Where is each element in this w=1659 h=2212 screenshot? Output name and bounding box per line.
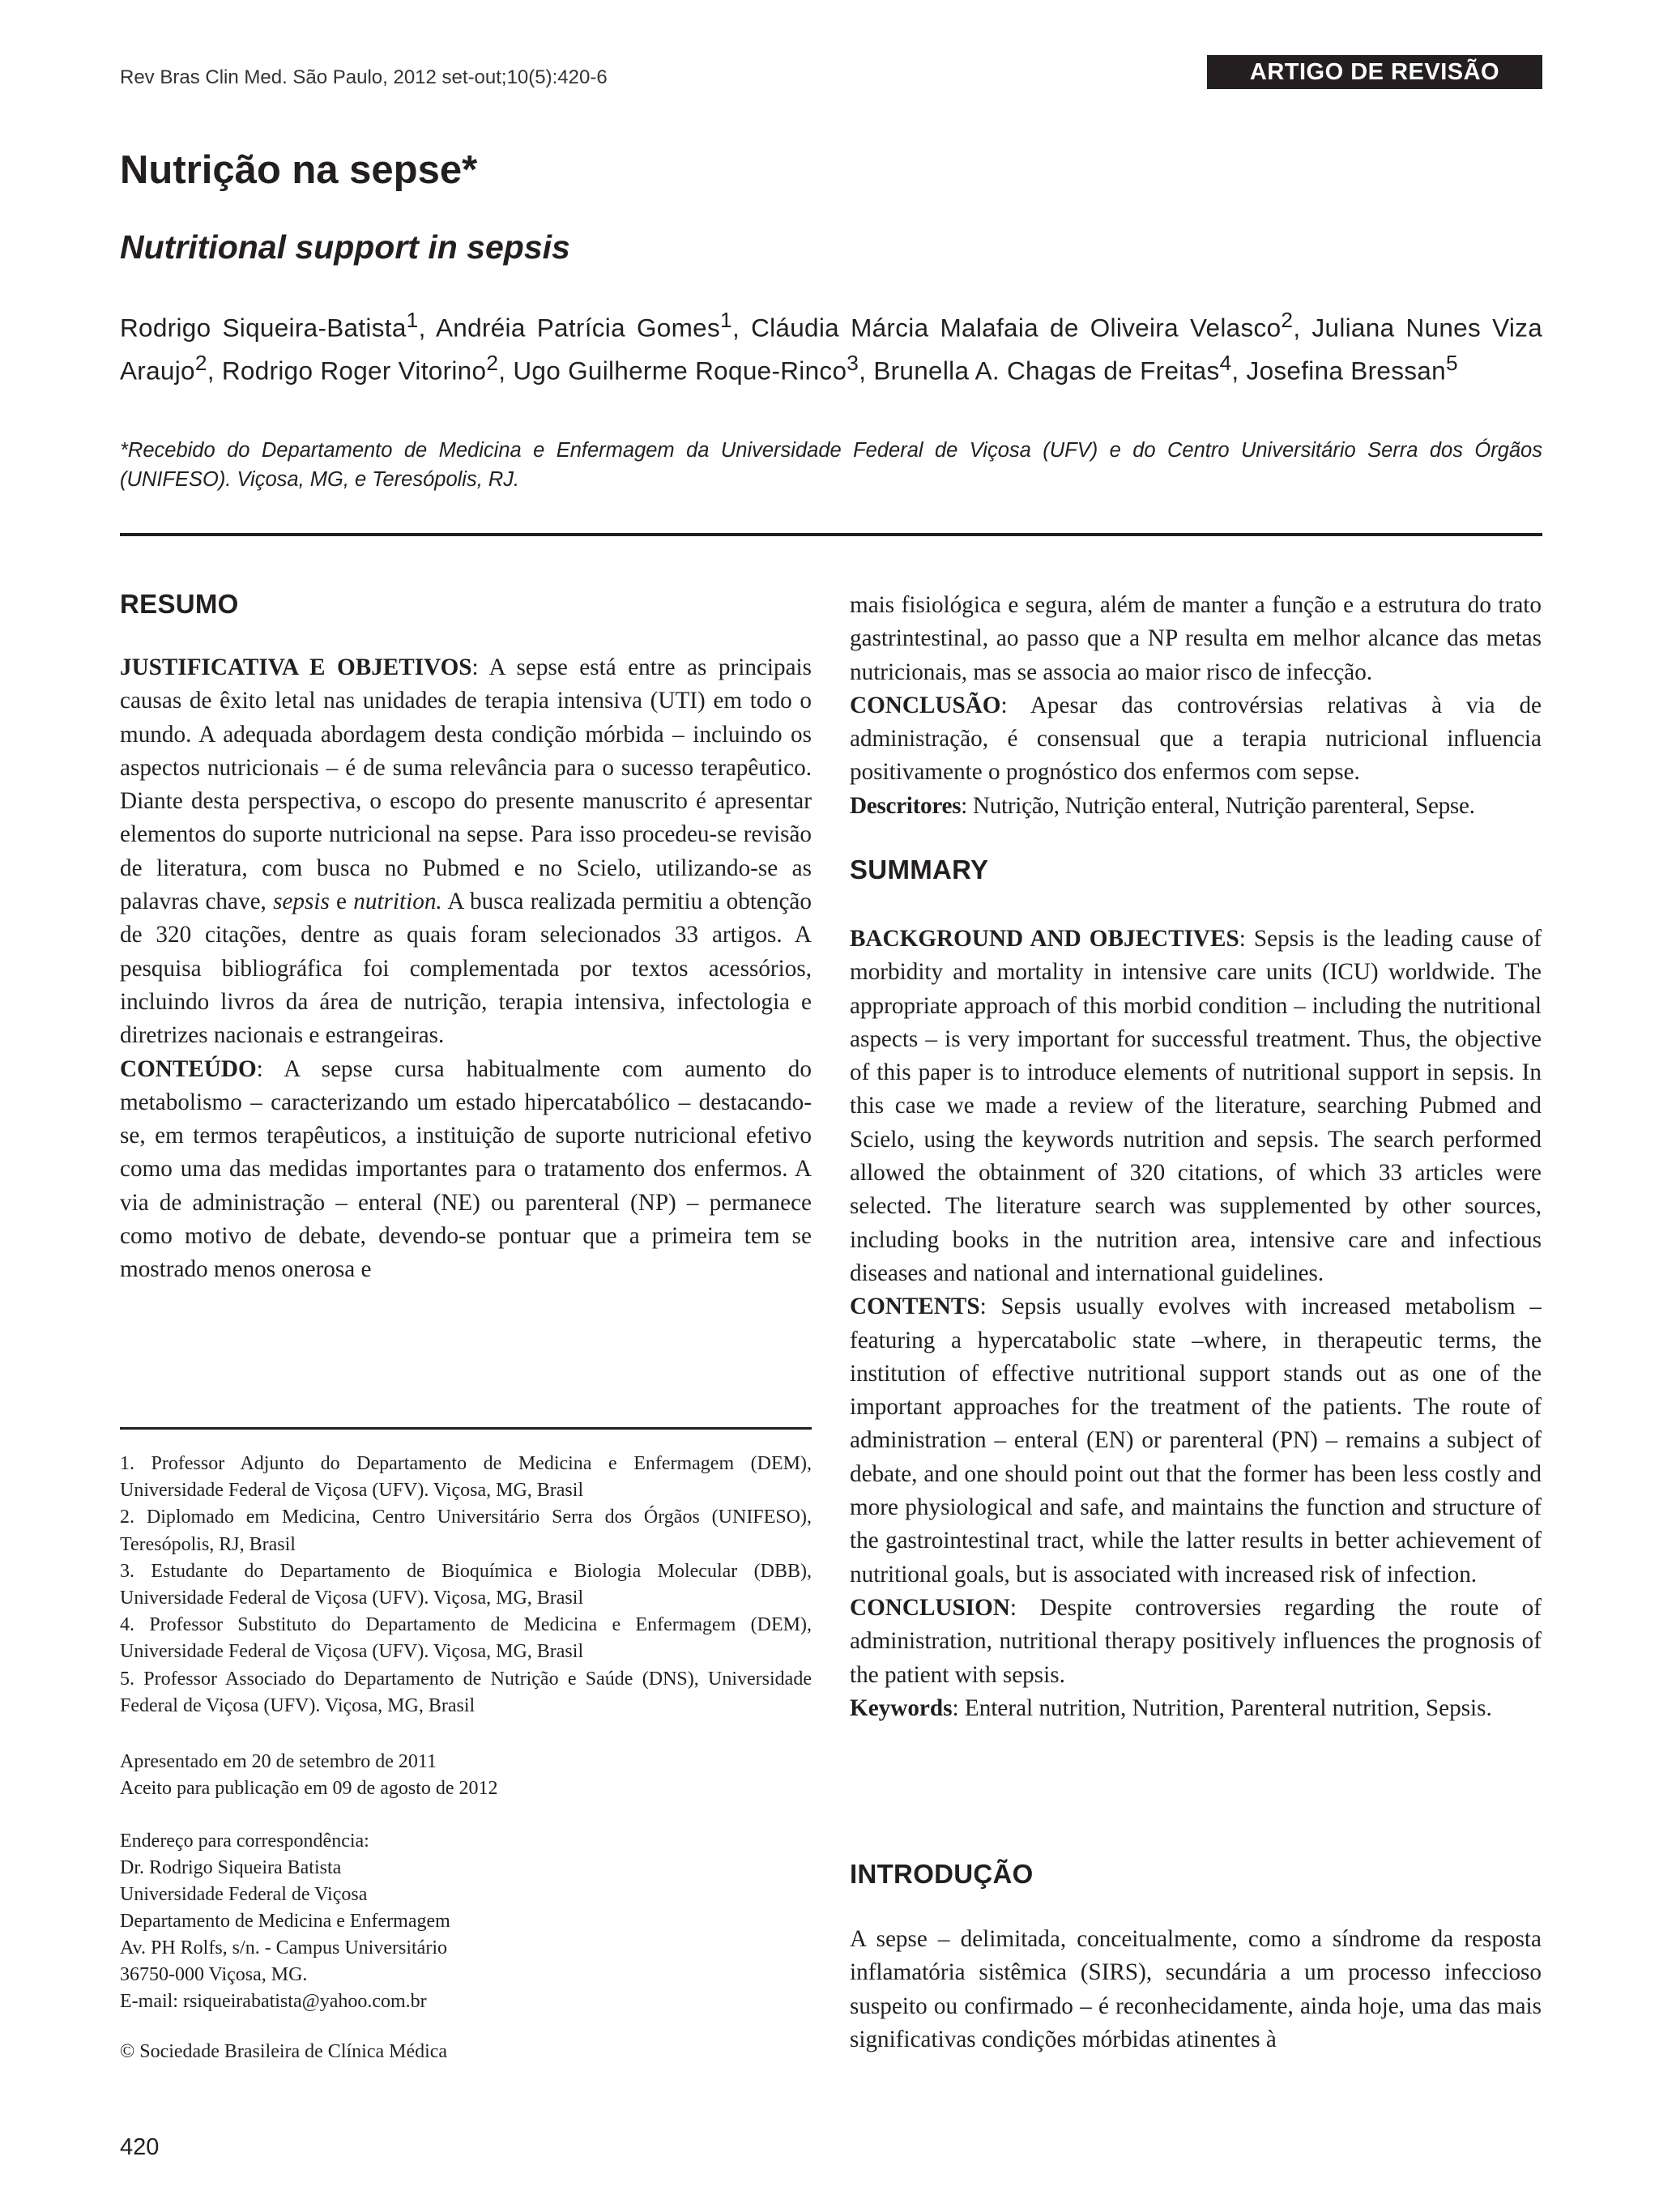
author-affiliation: 5 [1445, 350, 1458, 375]
footnote: 3. Estudante do Departamento de Bioquímica e Biologia Molecular (DBB), Universidade Federal de Viçosa (UFV). Viçosa, MG, Brasil [120, 1560, 812, 1609]
summary-background [850, 923, 1542, 1290]
author-affiliation: 1 [720, 308, 732, 332]
lead-label: Descritores [850, 792, 962, 819]
address-line: Dr. Rodrigo Siqueira Batista [120, 1857, 342, 1878]
article-subtitle: Nutritional support in sepsis [120, 228, 570, 266]
author-name: Andréia Patrícia Gomes [435, 313, 721, 343]
lead-label: Keywords [850, 1694, 953, 1721]
summary-body [850, 923, 1542, 1725]
copyright-notice: © Sociedade Brasileira de Clínica Médica [120, 2041, 448, 2062]
author-affiliation: 2 [486, 350, 499, 375]
resumo-conclusao [850, 689, 1542, 790]
introducao-paragraph: A sepse – delimitada, conceitualmente, como a síndrome da resposta inflamatória sistêmica (SIRS), secundária a um processo infeccioso suspeito ou confirmado – é reconhecidamente, ainda hoje, uma das mais significativas condições mórbidas atinentes à [850, 1926, 1542, 2052]
author-affiliation: 2 [1281, 308, 1294, 332]
presented-date: Apresentado em 20 de setembro de 2011 [120, 1751, 437, 1772]
address-line: Endereço para correspondência: [120, 1831, 369, 1852]
lead-label: CONCLUSION [850, 1594, 1010, 1621]
article-title: Nutrição na sepse* [120, 148, 478, 192]
paragraph-text: : A sepse cursa habitualmente com aumento do metabolismo – caracterizando um estado hipercatabólico – destacando-se, em termos terapêuticos, a instituição de suporte nutricional efetivo como uma das medidas importantes para o tratamento dos enfermos. A via de administração – enteral (NE) ou parenteral (NP) – permanece como motivo de debate, devendo-se pontuar que a primeira tem se mostrado menos onerosa e [120, 1055, 812, 1283]
resumo-conteudo [120, 1053, 812, 1287]
keyword: sepsis [273, 889, 330, 915]
author-name: Brunella A. Chagas de Freitas [873, 356, 1220, 385]
address-line: 36750-000 Viçosa, MG. [120, 1964, 308, 1985]
paragraph-text: : Apesar das controvérsias relativas à via de administração, é consensual que a terapia nutricional influencia positivamente o prognóstico dos enfermos com sepse. [850, 692, 1542, 786]
author-name: Juliana Nunes Viza Araujo [120, 313, 1543, 385]
resumo-continuation [850, 589, 1542, 823]
resumo-descritores [850, 790, 1542, 823]
submission-dates [120, 1749, 812, 1802]
footnote: 4. Professor Substituto do Departamento de Medicina e Enfermagem (DEM), Universidade Federal de Viçosa (UFV). Viçosa, MG, Brasil [120, 1614, 812, 1663]
resumo-conteudo-cont: mais fisiológica e segura, além de manter a função e a estrutura do trato gastrintestinal, ao passo que a NP resulta em melhor alcance das metas nutricionais, mas se associa ao maior risco de infecção. [850, 592, 1542, 685]
author-name: Ugo Guilherme Roque-Rinco [513, 356, 847, 385]
author-affiliation: 1 [406, 308, 419, 332]
lead-label: CONTENTS [850, 1294, 980, 1320]
paragraph-text: : Sepsis is the leading cause of morbidity and mortality in intensive care units (ICU) worldwide. The appropriate approach of this morbid condition – including the nutritional aspects – is very important for successful treatment. Thus, the objective of this paper is to introduce elements of nutritional support in sepsis. In this case we made a review of the literature, searching Pubmed and Scielo, using the keywords nutrition and sepsis. The search performed allowed the obtainment of 320 citations, of which 33 articles were selected. The literature search was supplemented by other sources, including books in the nutrition area, intensive care and infectious diseases and national and international guidelines. [850, 926, 1542, 1286]
affiliation-footnotes [120, 1451, 812, 1720]
correspondence-address [120, 1828, 812, 2015]
author-affiliation: 4 [1219, 350, 1232, 375]
lead-label: JUSTIFICATIVA E OBJETIVOS [120, 654, 472, 680]
address-line: Av. PH Rolfs, s/n. - Campus Universitário [120, 1937, 447, 1958]
author-name: Josefina Bressan [1246, 356, 1446, 385]
header-divider [120, 533, 1542, 536]
page-number: 420 [120, 2134, 160, 2160]
keyword: nutrition. [353, 889, 442, 915]
author-name: Rodrigo Siqueira-Batista [120, 313, 407, 343]
received-note: *Recebido do Departamento de Medicina e Enfermagem da Universidade Federal de Viçosa (UFV) e do Centro Universitário Serra dos Órgãos (UNIFESO). Viçosa, MG, e Teresópolis, RJ. [120, 439, 1542, 491]
introducao-body [850, 1923, 1542, 2056]
author-affiliation: 2 [194, 350, 207, 375]
footnote: 2. Diplomado em Medicina, Centro Universitário Serra dos Órgãos (UNIFESO), Teresópolis, RJ, Brasil [120, 1507, 812, 1555]
footnote: 1. Professor Adjunto do Departamento de Medicina e Enfermagem (DEM), Universidade Federal de Viçosa (UFV). Viçosa, MG, Brasil [120, 1453, 812, 1502]
author-affiliation: 3 [847, 350, 859, 375]
author-name: Rodrigo Roger Vitorino [221, 356, 487, 385]
introducao-heading: INTRODUÇÃO [850, 1859, 1034, 1889]
summary-keywords [850, 1692, 1542, 1725]
lead-label: CONCLUSÃO [850, 692, 1001, 718]
section-badge: ARTIGO DE REVISÃO [1207, 55, 1542, 89]
summary-contents [850, 1290, 1542, 1592]
paragraph-text: : Nutrição, Nutrição enteral, Nutrição parenteral, Sepse. [961, 792, 1475, 819]
lead-label: CONTEÚDO [120, 1055, 257, 1082]
journal-reference: Rev Bras Clin Med. São Paulo, 2012 set-out;10(5):420-6 [120, 66, 608, 88]
address-line: Universidade Federal de Viçosa [120, 1884, 368, 1905]
paragraph-text: : Despite controversies regarding the route of administration, nutritional therapy positively influences the prognosis of the patient with sepsis. [850, 1594, 1542, 1688]
author-list: Rodrigo Siqueira-Batista$^1$, Andréia Patrícia Gomes$^1$, Cláudia Márcia Malafaia de Oliveira Velasco$^2$, Juliana Nunes Viza Araujo$^2$, Rodrigo Roger Vitorino$^2$, Ugo Guilherme Roque-Rinco$^3$, Brunella A. Chagas de Freitas$^4$, Josefina Bressan$^5$ [120, 308, 1543, 385]
resumo-body [120, 651, 812, 1287]
footnote: 5. Professor Associado do Departamento de Nutrição e Saúde (DNS), Universidade Federal de Viçosa (UFV). Viçosa, MG, Brasil [120, 1668, 812, 1716]
paragraph-text: : Enteral nutrition, Nutrition, Parenteral nutrition, Sepsis. [952, 1694, 1492, 1721]
summary-heading: SUMMARY [850, 855, 989, 884]
paragraph-text: : Sepsis usually evolves with increased metabolism – featuring a hypercatabolic state –where, in therapeutic terms, the institution of effective nutritional support stands out as one of the important approaches for the treatment of the patients. The route of administration – enteral (EN) or parenteral (PN) – remains a subject of debate, and one should point out that the former has been less costly and more physiological and safe, and maintains the function and structure of the gastrointestinal tract, while the latter results in better achievement of nutritional goals, but is associated with increased risk of infection. [850, 1294, 1542, 1588]
footnote-divider [120, 1427, 812, 1430]
accepted-date: Aceito para publicação em 09 de agosto de 2012 [120, 1778, 498, 1799]
resumo-justificativa [120, 651, 812, 1053]
address-line: Departamento de Medicina e Enfermagem [120, 1911, 450, 1932]
email-link[interactable]: E-mail: rsiqueirabatista@yahoo.com.br [120, 1991, 427, 2012]
resumo-heading: RESUMO [120, 589, 239, 619]
author-name: Cláudia Márcia Malafaia de Oliveira Velasco [751, 313, 1282, 343]
paragraph-text: A busca realizada permitiu a obtenção de 320 citações, dentre as quais foram selecionados 33 artigos. A pesquisa bibliográfica foi complementada por textos acessórios, incluindo livros da área de nutrição, terapia intensiva, infectologia e diretrizes nacionais e estrangeiras. [120, 889, 812, 1049]
paragraph-text: e [329, 889, 354, 915]
summary-conclusion [850, 1592, 1542, 1692]
paragraph-text: : A sepse está entre as principais causas de êxito letal nas unidades de terapia intensiva (UTI) em todo o mundo. A adequada abordagem desta condição mórbida – incluindo os aspectos nutricionais – é de suma relevância para o sucesso terapêutico. Diante desta perspectiva, o escopo do presente manuscrito é apresentar elementos do suporte nutricional na sepse. Para isso procedeu-se revisão de literatura, com busca no Pubmed e no Scielo, utilizando-se as palavras chave, [120, 654, 812, 915]
lead-label: BACKGROUND AND OBJECTIVES [850, 926, 1239, 952]
